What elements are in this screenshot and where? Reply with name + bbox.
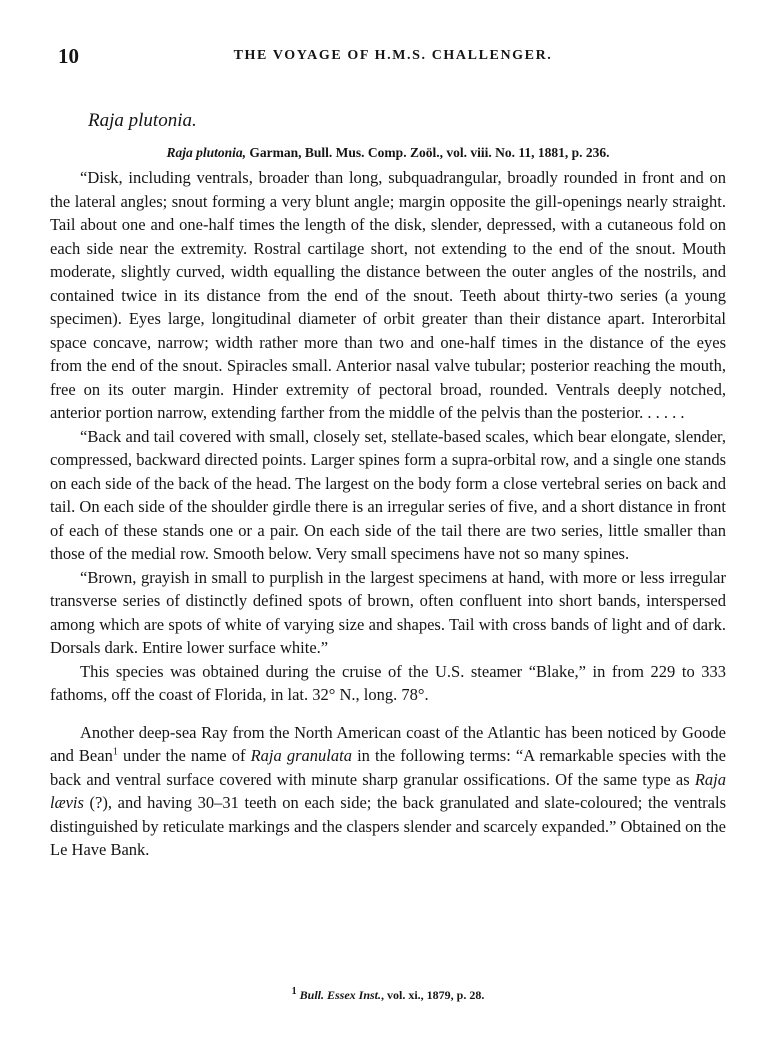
running-title: THE VOYAGE OF H.M.S. CHALLENGER. (233, 48, 553, 63)
page-number: 10 (58, 44, 79, 68)
species-name-laevis: Raja lævis (50, 769, 726, 812)
paragraph-locality: This species was obtained during the cruise of the U.S. steamer “Blake,” in from 229 to 333 fathoms, off the coast of Florida, in lat. 32° N., long. 78°. (50, 661, 726, 704)
citation-reference: Garman, Bull. Mus. Comp. Zoöl., vol. viii. No. 11, 1881, p. 236. (249, 145, 610, 160)
paragraph-scales: “Back and tail covered with small, closely set, stellate-based scales, which bear elongate, slender, compressed, backward directed points. Larger spines form a supra-orbital row, and a single one stands on each side of the back of the head. The largest on the body form a close vertebral series on back and tail. On each side of the shoulder girdle there is an irregular series of five, and a short distance in front of each of these stands one or a pair. On each side of the tail there are two series, little smaller than those of the medial row. Smooth below. Very small specimens have not so many spines. (50, 426, 726, 563)
citation (0, 145, 776, 161)
body-text (50, 166, 726, 862)
p5-part3: in the following terms: “A remarkable species with the back and ventral surface covered with minute sharp granular ossifications. Of the same type as (50, 746, 727, 789)
footnote-source: Bull. Essex Inst. (299, 988, 382, 1002)
footnote (0, 988, 776, 1003)
p5-part2: under the name of (117, 746, 251, 765)
p5-part1: Another deep-sea Ray from the North American coast of the Atlantic has been noticed by Goode and Bean (50, 722, 726, 765)
paragraph-morphology: “Disk, including ventrals, broader than long, subquadrangular, broadly rounded in front and on the lateral angles; snout forming a very blunt angle; margin opposite the gill-openings nearly straight. Tail about one and one-half times the length of the disk, slender, depressed, with a cutaneous fold on each side near the extremity. Rostral cartilage short, not extending to the end of the snout. Mouth moderate, slightly curved, width equalling the distance between the outer angles of the nostrils, and contained twice in its distance from the end of the snout. Teeth about thirty-two series (a young specimen). Eyes large, longitudinal diameter of orbit greater than their distance apart. Interorbital space concave, narrow; width rather more than two and one-half times in the distance of the eyes from the end of the snout. Spiracles small. Anterior nasal valve tubular; posterior reaching the mouth, free on its outer margin. Hinder extremity of pectoral broad, rounded. Ventrals deeply notched, anterior portion narrow, extending farther from the middle of the pelvis than the posterior. . . . . . (50, 168, 726, 422)
species-heading: Raja plutonia. (88, 110, 197, 131)
footnote-reference[interactable]: 1 (112, 746, 118, 758)
p5-part4: (?), and having 30–31 teeth on each side; the back granulated and slate-coloured; the ventrals distinguished by reticulate markings and the claspers slender and scarcely expanded.” Obtained on the Le Have Bank. (50, 793, 726, 859)
paragraph-raja-granulata (50, 721, 726, 862)
footnote-details: , vol. xi., 1879, p. 28. (381, 988, 485, 1002)
footnote-marker: 1 (291, 986, 297, 997)
running-head (58, 44, 728, 68)
species-name-granulata: Raja granulata (250, 746, 352, 765)
citation-taxon: Raja plutonia, (166, 145, 247, 160)
paragraph-coloration: “Brown, grayish in small to purplish in the largest specimens at hand, with more or less irregular transverse series of distinctly defined spots of brown, often confluent into short bands, interspersed among which are spots of white of varying size and shapes. Tail with cross bands of light and of dark. Dorsals dark. Entire lower surface white.” (50, 567, 726, 657)
